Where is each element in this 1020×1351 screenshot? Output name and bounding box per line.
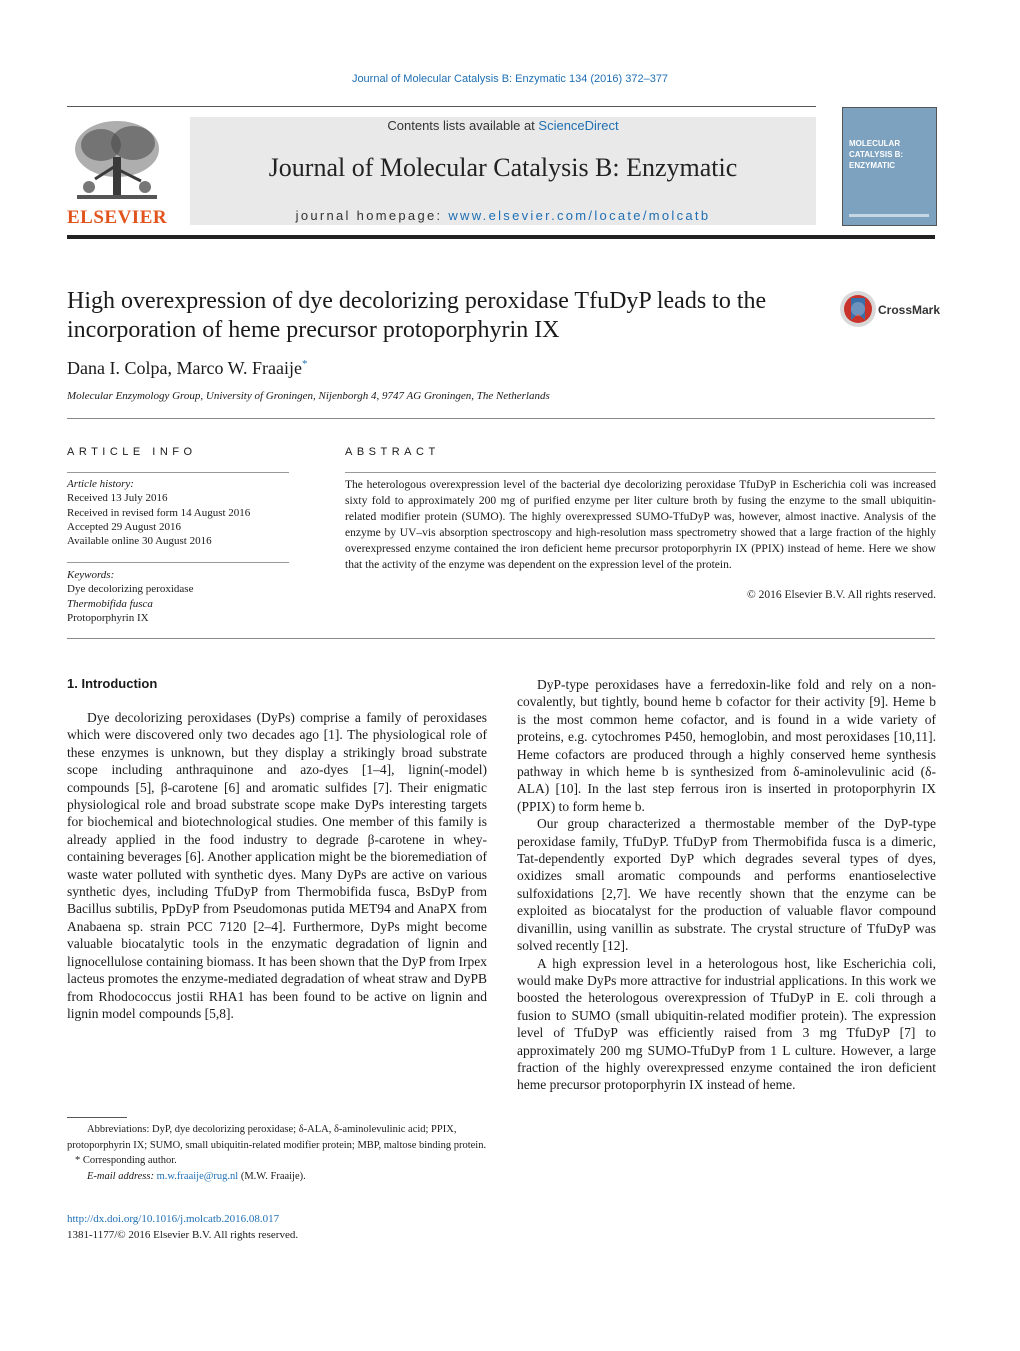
history-accepted: Accepted 29 August 2016 [67,520,181,533]
keywords-rule [67,562,289,563]
journal-cover-thumbnail[interactable] [842,107,937,226]
email-label: E-mail address: [87,1170,157,1182]
email-link[interactable]: m.w.fraaije@rug.nl [156,1170,239,1182]
homepage-link[interactable]: www.elsevier.com/locate/molcatb [448,208,711,223]
elsevier-wordmark: ELSEVIER [67,207,168,228]
contents-prefix: Contents lists available at [387,118,539,133]
abstract-heading-rule [345,472,936,473]
journal-homepage [190,208,816,223]
history-label: Article history: [67,478,134,490]
homepage-prefix: journal homepage: [295,208,449,223]
body-paragraph: A high expression level in a heterologous host, like Escherichia coli, would make DyPs more attractive for industrial applications. In this work we boosted the heterologous overexpression of TfuDyP in E. coli through a fusion to SUMO (small ubiquitin-related modifier protein). The expression level of TfuDyP was efficiently raised from 3 mg TfuDyP [7] to approximately 200 mg SUMO-TfuDyP from 1 L culture. However, a large fraction of the highly overexpressed enzyme contained the iron deficient heme precursor protoporphyrin IX instead of heme. [517,955,936,1093]
history-received: Received 13 July 2016 [67,492,168,505]
elsevier-tree-icon [67,117,167,207]
body-paragraph: Our group characterized a thermostable member of the DyP-type peroxidase family, TfuDyP. TfuDyP from Thermobifida fusca is a dimeric, Tat-dependently exported DyP which degrades several types of dyes, oxidizes small aromatic compounds and performs enantioselective sulfoxidations [2,7]. We have recently shown that the enzyme can be exploited as biocatalyst for the production of valuable flavor compound divanillin, using vanillin as substrate. The crystal structure of TfuDyP was solved recently [12]. [517,816,936,954]
article-title: High overexpression of dye decolorizing peroxidase TfuDyP leads to the incorporation of heme precursor protoporphyrin IX [67,288,767,343]
abstract-copyright: © 2016 Elsevier B.V. All rights reserved. [747,589,936,601]
section-heading-introduction: 1. Introduction [67,676,158,691]
abstract-heading: ABSTRACT [345,446,440,458]
abstract-bottom-rule [67,638,935,639]
journal-citation[interactable]: Journal of Molecular Catalysis B: Enzymatic 134 (2016) 372–377 [351,73,669,85]
article-info-heading: ARTICLE INFO [67,446,197,458]
history-revised: Received in revised form 14 August 2016 [67,506,251,519]
cover-stripe [849,214,929,217]
issn-copyright: 1381-1177/© 2016 Elsevier B.V. All rights reserved. [67,1228,299,1241]
affiliation: Molecular Enzymology Group, University of Groningen, Nijenborgh 4, 9747 AG Groningen, The Netherlands [67,390,550,402]
body-paragraph: Dye decolorizing peroxidases (DyPs) comprise a family of peroxidases which were discovered only two decades ago [1]. The physiological role of these enzymes is unknown, but they display a strikingly broad substrate scope including anthraquinone and azo-dyes [1–4], lignin(-model) compounds [5], β-carotene [6] and aromatic sulfides [7]. Their enigmatic physiological role and broad substrate scope make DyPs interesting targets for biochemical and biotechnological studies. One member of this family is already applied in the food industry to degrade β-carotene in whey-containing beverages [6]. Another application might be the bioremediation of waste water polluted with synthetic dyes. Many DyPs are active on various synthetic dyes, including TfuDyP from Thermobifida fusca, BsDyP from Bacillus subtilis, PpDyP from Pseudomonas putida MET94 and AnaPX from Anabaena sp. strain PCC 7120 [2–4]. Furthermore, DyPs might become valuable biocatalytic tools in the enzymatic degradation of lignin and lignocellulose containing biomass. It has been shown that the DyP from Irpex lacteus promotes the enzyme-mediated degradation of wheat straw and DyPB from Rhodococcus jostii RHA1 has been found to be active on lignin and lignin model compounds [5,8]. [67,710,487,1021]
crossmark-badge[interactable] [839,290,877,328]
email-suffix: (M.W. Fraaije). [238,1170,306,1182]
authors [67,358,307,379]
keywords-label: Keywords: [67,569,115,581]
page-footer [67,1212,298,1243]
intro-left-column [67,709,487,1022]
keywords [67,568,289,625]
top-rule [67,106,816,107]
corresponding-author-mark[interactable]: * [301,358,308,370]
info-top-rule [67,418,935,419]
footnotes [67,1122,487,1184]
masthead-rule [67,235,935,239]
keyword-item: Thermobifida fusca [67,597,153,610]
abstract-text: The heterologous overexpression level of the bacterial dye decolorizing peroxidase TfuDyP in Escherichia coli was increased sixty fold to approximately 200 mg of purified enzyme per liter culture broth by fusing the enzyme to the small ubiquitin-related modifier protein (SUMO). The highly overexpressed SUMO-TfuDyP was, however, almost inactive. Analysis of the enzyme by UV–vis absorption spectroscopy and high-resolution mass spectrometry showed that a large fraction of the highly overexpressed enzyme contained the iron deficient heme precursor protoporphyrin IX (PPIX) instead of heme. Here we show that the activity of the enzyme was dependent on the expression level of the protein. [345,479,936,572]
keyword-item: Protoporphyrin IX [67,611,149,624]
history-online: Available online 30 August 2016 [67,535,212,548]
contents-line [190,118,816,133]
journal-title: Journal of Molecular Catalysis B: Enzymatic [268,153,738,182]
footnote-abbreviations: Abbreviations: DyP, dye decolorizing peroxidase; δ-ALA, δ-aminolevulinic acid; PPIX, protoporphyrin IX; SUMO, small ubiquitin-related modifier protein; MBP, maltose binding protein. [67,1124,487,1151]
sciencedirect-link[interactable]: ScienceDirect [538,118,619,133]
article-history [67,477,289,548]
author-names: Dana I. Colpa, Marco W. Fraaije [67,358,302,378]
info-heading-rule [67,472,289,473]
footnote-rule [67,1117,127,1118]
keyword-item: Dye decolorizing peroxidase [67,583,194,596]
body-paragraph: DyP-type peroxidases have a ferredoxin-like fold and rely on a non-covalently, but tightly, bound heme b cofactor for their activity [9]. Heme b is the most common heme cofactor, and is found in a wide variety of proteins, e.g. cytochromes P450, hemoglobin, and most peroxidases [10,11]. Heme cofactors are produced through a highly conserved heme synthesis pathway in which heme b is synthesized from δ-aminolevulinic acid (δ-ALA) [10]. In the last step ferrous iron is inserted in protoporphyrin IX (PPIX) to form heme b. [517,677,936,814]
intro-right-column [517,676,936,1094]
footnote-email [67,1169,487,1185]
footnote-corresponding: * Corresponding author. [75,1155,177,1166]
cover-title: MOLECULAR CATALYSIS B: ENZYMATIC [849,139,904,170]
doi-link[interactable]: http://dx.doi.org/10.1016/j.molcatb.2016.08.017 [67,1213,280,1225]
crossmark-icon [839,290,877,328]
crossmark-label: CrossMark [878,303,941,317]
